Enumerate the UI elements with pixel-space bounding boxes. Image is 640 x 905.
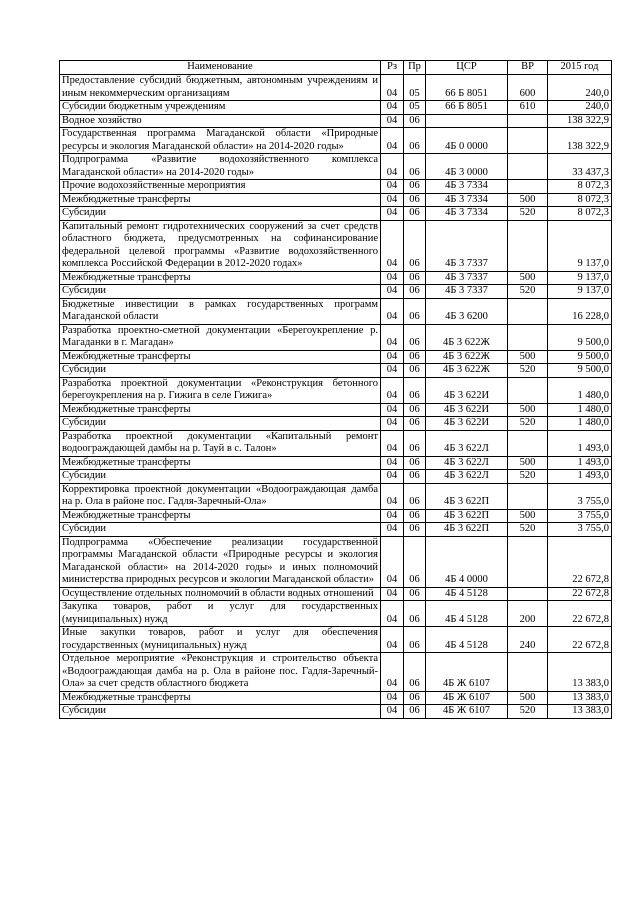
cell-pr: 06 bbox=[404, 705, 426, 719]
cell-name: Разработка проектно-сметной документации «Берегоукрепление р. Магаданки в г. Магадан» bbox=[60, 324, 381, 350]
cell-csr: 66 Б 8051 bbox=[426, 75, 508, 101]
table-row bbox=[60, 403, 612, 417]
cell-sum: 138 322,9 bbox=[548, 128, 612, 154]
cell-sum: 8 072,3 bbox=[548, 180, 612, 194]
cell-pr: 06 bbox=[404, 627, 426, 653]
cell-rz: 04 bbox=[381, 523, 404, 537]
cell-pr: 06 bbox=[404, 377, 426, 403]
cell-rz: 04 bbox=[381, 417, 404, 431]
cell-pr: 05 bbox=[404, 75, 426, 101]
cell-rz: 04 bbox=[381, 705, 404, 719]
cell-vr: 520 bbox=[508, 285, 548, 299]
column-header-name: Наименование bbox=[60, 61, 381, 75]
table-row bbox=[60, 627, 612, 653]
cell-vr: 520 bbox=[508, 207, 548, 221]
cell-sum: 1 480,0 bbox=[548, 377, 612, 403]
cell-name: Межбюджетные трансферты bbox=[60, 271, 381, 285]
cell-vr bbox=[508, 536, 548, 587]
table-row bbox=[60, 483, 612, 509]
table-row bbox=[60, 691, 612, 705]
cell-rz: 04 bbox=[381, 285, 404, 299]
cell-sum: 9 500,0 bbox=[548, 350, 612, 364]
cell-csr: 4Б 4 5128 bbox=[426, 587, 508, 601]
cell-csr: 4Б 4 0000 bbox=[426, 536, 508, 587]
cell-sum: 1 480,0 bbox=[548, 417, 612, 431]
cell-vr: 520 bbox=[508, 417, 548, 431]
cell-sum: 1 493,0 bbox=[548, 456, 612, 470]
cell-vr: 500 bbox=[508, 350, 548, 364]
cell-rz: 04 bbox=[381, 470, 404, 484]
cell-sum: 240,0 bbox=[548, 75, 612, 101]
cell-csr: 4Б 3 622И bbox=[426, 403, 508, 417]
cell-pr: 06 bbox=[404, 456, 426, 470]
table-row bbox=[60, 523, 612, 537]
cell-csr: 4Б 3 622Ж bbox=[426, 350, 508, 364]
cell-vr bbox=[508, 114, 548, 128]
table-row bbox=[60, 536, 612, 587]
cell-name: Субсидии bbox=[60, 285, 381, 299]
cell-csr: 4Б 3 622П bbox=[426, 523, 508, 537]
budget-table bbox=[59, 60, 612, 719]
cell-rz: 04 bbox=[381, 653, 404, 692]
cell-csr: 4Б Ж 6107 bbox=[426, 653, 508, 692]
cell-name: Субсидии бюджетным учреждениям bbox=[60, 101, 381, 115]
cell-vr bbox=[508, 483, 548, 509]
cell-pr: 06 bbox=[404, 350, 426, 364]
cell-pr: 05 bbox=[404, 101, 426, 115]
table-row bbox=[60, 470, 612, 484]
cell-csr: 4Б 3 622Л bbox=[426, 430, 508, 456]
cell-csr: 4Б 3 0000 bbox=[426, 154, 508, 180]
cell-csr: 4Б 3 7334 bbox=[426, 193, 508, 207]
cell-pr: 06 bbox=[404, 470, 426, 484]
cell-rz: 04 bbox=[381, 377, 404, 403]
cell-csr: 4Б 3 622П bbox=[426, 509, 508, 523]
cell-vr: 500 bbox=[508, 456, 548, 470]
cell-name: Подпрограмма «Обеспечение реализации государственной программы Магаданской области «Природные ресурсы и экология Магаданской области» на 2014-2020 годы» и иных полномочий министерства природных ресурсов и экологии Магаданской области» bbox=[60, 536, 381, 587]
cell-pr: 06 bbox=[404, 483, 426, 509]
cell-sum: 1 480,0 bbox=[548, 403, 612, 417]
cell-sum: 13 383,0 bbox=[548, 691, 612, 705]
cell-name: Субсидии bbox=[60, 470, 381, 484]
cell-sum: 3 755,0 bbox=[548, 509, 612, 523]
cell-rz: 04 bbox=[381, 180, 404, 194]
table-body bbox=[60, 75, 612, 719]
cell-sum: 22 672,8 bbox=[548, 601, 612, 627]
cell-vr: 600 bbox=[508, 75, 548, 101]
cell-name: Субсидии bbox=[60, 207, 381, 221]
table-row bbox=[60, 285, 612, 299]
cell-sum: 13 383,0 bbox=[548, 653, 612, 692]
table-row bbox=[60, 324, 612, 350]
cell-pr: 06 bbox=[404, 430, 426, 456]
cell-name: Осуществление отдельных полномочий в области водных отношений bbox=[60, 587, 381, 601]
cell-sum: 3 755,0 bbox=[548, 523, 612, 537]
table-row bbox=[60, 653, 612, 692]
cell-sum: 22 672,8 bbox=[548, 587, 612, 601]
cell-csr: 4Б 3 622Ж bbox=[426, 324, 508, 350]
column-header-csr: ЦСР bbox=[426, 61, 508, 75]
cell-pr: 06 bbox=[404, 536, 426, 587]
cell-rz: 04 bbox=[381, 430, 404, 456]
cell-vr: 520 bbox=[508, 364, 548, 378]
table-row bbox=[60, 220, 612, 271]
cell-pr: 06 bbox=[404, 207, 426, 221]
cell-pr: 06 bbox=[404, 653, 426, 692]
document-page bbox=[59, 60, 611, 719]
cell-vr: 200 bbox=[508, 601, 548, 627]
table-row bbox=[60, 128, 612, 154]
table-row bbox=[60, 75, 612, 101]
cell-rz: 04 bbox=[381, 271, 404, 285]
cell-name: Государственная программа Магаданской области «Природные ресурсы и экология Магаданской области» на 2014-2020 годы» bbox=[60, 128, 381, 154]
cell-rz: 04 bbox=[381, 193, 404, 207]
cell-name: Субсидии bbox=[60, 705, 381, 719]
table-row bbox=[60, 180, 612, 194]
cell-vr bbox=[508, 128, 548, 154]
cell-sum: 16 228,0 bbox=[548, 298, 612, 324]
table-row bbox=[60, 601, 612, 627]
cell-name: Отдельное мероприятие «Реконструкция и строительство объекта «Водоограждающая дамба на р. Ола в районе пос. Гадля-Заречный-Ола» за счет средств областного бюджета bbox=[60, 653, 381, 692]
cell-sum: 13 383,0 bbox=[548, 705, 612, 719]
table-row bbox=[60, 298, 612, 324]
cell-csr: 4Б Ж 6107 bbox=[426, 691, 508, 705]
cell-name: Закупка товаров, работ и услуг для государственных (муниципальных) нужд bbox=[60, 601, 381, 627]
cell-rz: 04 bbox=[381, 128, 404, 154]
cell-rz: 04 bbox=[381, 601, 404, 627]
cell-pr: 06 bbox=[404, 364, 426, 378]
cell-pr: 06 bbox=[404, 523, 426, 537]
cell-pr: 06 bbox=[404, 691, 426, 705]
cell-name: Иные закупки товаров, работ и услуг для обеспечения государственных (муниципальных) нужд bbox=[60, 627, 381, 653]
table-row bbox=[60, 364, 612, 378]
cell-csr: 4Б 3 622И bbox=[426, 377, 508, 403]
cell-vr: 500 bbox=[508, 193, 548, 207]
column-header-pr: Пр bbox=[404, 61, 426, 75]
table-row bbox=[60, 509, 612, 523]
cell-csr bbox=[426, 114, 508, 128]
cell-rz: 04 bbox=[381, 691, 404, 705]
cell-rz: 04 bbox=[381, 220, 404, 271]
cell-name: Капитальный ремонт гидротехнических сооружений за счет средств областного бюджета, предусмотренных на софинансирование федеральной целевой программы «Развитие водохозяйственного комплекса Российской Федерации в 2012-2020 годах» bbox=[60, 220, 381, 271]
cell-vr: 500 bbox=[508, 691, 548, 705]
cell-sum: 1 493,0 bbox=[548, 470, 612, 484]
cell-name: Прочие водохозяйственные мероприятия bbox=[60, 180, 381, 194]
cell-sum: 3 755,0 bbox=[548, 483, 612, 509]
cell-csr: 4Б 3 622Ж bbox=[426, 364, 508, 378]
cell-rz: 04 bbox=[381, 324, 404, 350]
cell-sum: 8 072,3 bbox=[548, 207, 612, 221]
table-row bbox=[60, 271, 612, 285]
cell-rz: 04 bbox=[381, 536, 404, 587]
cell-pr: 06 bbox=[404, 601, 426, 627]
table-header-row bbox=[60, 61, 612, 75]
cell-vr bbox=[508, 587, 548, 601]
cell-name: Субсидии bbox=[60, 364, 381, 378]
cell-vr bbox=[508, 154, 548, 180]
cell-sum: 22 672,8 bbox=[548, 536, 612, 587]
table-row bbox=[60, 154, 612, 180]
cell-rz: 04 bbox=[381, 587, 404, 601]
table-row bbox=[60, 101, 612, 115]
cell-pr: 06 bbox=[404, 193, 426, 207]
cell-name: Подпрограмма «Развитие водохозяйственного комплекса Магаданской области» на 2014-2020 годы» bbox=[60, 154, 381, 180]
cell-csr: 4Б 3 7337 bbox=[426, 285, 508, 299]
cell-pr: 06 bbox=[404, 271, 426, 285]
cell-pr: 06 bbox=[404, 180, 426, 194]
cell-vr bbox=[508, 180, 548, 194]
cell-csr: 4Б 3 6200 bbox=[426, 298, 508, 324]
cell-pr: 06 bbox=[404, 220, 426, 271]
cell-sum: 22 672,8 bbox=[548, 627, 612, 653]
cell-name: Межбюджетные трансферты bbox=[60, 456, 381, 470]
cell-rz: 04 bbox=[381, 509, 404, 523]
cell-csr: 4Б 3 622Л bbox=[426, 470, 508, 484]
cell-rz: 04 bbox=[381, 350, 404, 364]
cell-csr: 4Б 0 0000 bbox=[426, 128, 508, 154]
cell-vr bbox=[508, 298, 548, 324]
cell-csr: 4Б 3 7337 bbox=[426, 220, 508, 271]
cell-csr: 4Б 3 622П bbox=[426, 483, 508, 509]
column-header-vr: ВР bbox=[508, 61, 548, 75]
cell-vr: 500 bbox=[508, 403, 548, 417]
cell-sum: 1 493,0 bbox=[548, 430, 612, 456]
cell-sum: 33 437,3 bbox=[548, 154, 612, 180]
cell-sum: 9 500,0 bbox=[548, 364, 612, 378]
cell-csr: 4Б 4 5128 bbox=[426, 627, 508, 653]
cell-vr: 500 bbox=[508, 509, 548, 523]
cell-csr: 66 Б 8051 bbox=[426, 101, 508, 115]
cell-sum: 8 072,3 bbox=[548, 193, 612, 207]
cell-sum: 138 322,9 bbox=[548, 114, 612, 128]
table-row bbox=[60, 456, 612, 470]
cell-name: Межбюджетные трансферты bbox=[60, 193, 381, 207]
cell-vr: 520 bbox=[508, 705, 548, 719]
cell-csr: 4Б Ж 6107 bbox=[426, 705, 508, 719]
table-row bbox=[60, 417, 612, 431]
cell-vr bbox=[508, 653, 548, 692]
cell-vr: 500 bbox=[508, 271, 548, 285]
cell-pr: 06 bbox=[404, 417, 426, 431]
cell-rz: 04 bbox=[381, 483, 404, 509]
cell-pr: 06 bbox=[404, 587, 426, 601]
cell-name: Межбюджетные трансферты bbox=[60, 509, 381, 523]
cell-csr: 4Б 3 622И bbox=[426, 417, 508, 431]
cell-name: Разработка проектной документации «Капитальный ремонт водоограждающей дамбы на р. Тауй в с. Талон» bbox=[60, 430, 381, 456]
cell-rz: 04 bbox=[381, 403, 404, 417]
cell-name: Субсидии bbox=[60, 417, 381, 431]
cell-pr: 06 bbox=[404, 324, 426, 350]
cell-vr: 610 bbox=[508, 101, 548, 115]
cell-rz: 04 bbox=[381, 114, 404, 128]
cell-name: Бюджетные инвестиции в рамках государственных программ Магаданской области bbox=[60, 298, 381, 324]
cell-sum: 240,0 bbox=[548, 101, 612, 115]
cell-vr bbox=[508, 377, 548, 403]
cell-vr bbox=[508, 430, 548, 456]
cell-csr: 4Б 4 5128 bbox=[426, 601, 508, 627]
cell-pr: 06 bbox=[404, 509, 426, 523]
cell-name: Межбюджетные трансферты bbox=[60, 403, 381, 417]
table-row bbox=[60, 587, 612, 601]
cell-csr: 4Б 3 7337 bbox=[426, 271, 508, 285]
cell-pr: 06 bbox=[404, 154, 426, 180]
cell-pr: 06 bbox=[404, 128, 426, 154]
cell-rz: 04 bbox=[381, 627, 404, 653]
cell-pr: 06 bbox=[404, 114, 426, 128]
table-row bbox=[60, 114, 612, 128]
cell-rz: 04 bbox=[381, 75, 404, 101]
cell-name: Межбюджетные трансферты bbox=[60, 350, 381, 364]
cell-name: Межбюджетные трансферты bbox=[60, 691, 381, 705]
cell-vr: 240 bbox=[508, 627, 548, 653]
cell-sum: 9 137,0 bbox=[548, 285, 612, 299]
cell-name: Водное хозяйство bbox=[60, 114, 381, 128]
table-row bbox=[60, 193, 612, 207]
cell-sum: 9 137,0 bbox=[548, 271, 612, 285]
cell-vr bbox=[508, 220, 548, 271]
cell-name: Субсидии bbox=[60, 523, 381, 537]
cell-name: Разработка проектной документации «Реконструкция бетонного берегоукрепления на р. Гижига в селе Гижига» bbox=[60, 377, 381, 403]
cell-rz: 04 bbox=[381, 364, 404, 378]
table-row bbox=[60, 705, 612, 719]
table-row bbox=[60, 207, 612, 221]
column-header-year: 2015 год bbox=[548, 61, 612, 75]
cell-vr: 520 bbox=[508, 470, 548, 484]
cell-name: Предоставление субсидий бюджетным, автономным учреждениям и иным некоммерческим организациям bbox=[60, 75, 381, 101]
cell-csr: 4Б 3 7334 bbox=[426, 180, 508, 194]
cell-pr: 06 bbox=[404, 403, 426, 417]
cell-csr: 4Б 3 622Л bbox=[426, 456, 508, 470]
cell-rz: 04 bbox=[381, 101, 404, 115]
cell-csr: 4Б 3 7334 bbox=[426, 207, 508, 221]
cell-sum: 9 137,0 bbox=[548, 220, 612, 271]
cell-vr bbox=[508, 324, 548, 350]
cell-rz: 04 bbox=[381, 154, 404, 180]
cell-pr: 06 bbox=[404, 298, 426, 324]
table-row bbox=[60, 377, 612, 403]
cell-vr: 520 bbox=[508, 523, 548, 537]
cell-rz: 04 bbox=[381, 456, 404, 470]
cell-pr: 06 bbox=[404, 285, 426, 299]
table-row bbox=[60, 430, 612, 456]
column-header-rz: Рз bbox=[381, 61, 404, 75]
cell-name: Корректировка проектной документации «Водоограждающая дамба на р. Ола в районе пос. Гадля-Заречный-Ола» bbox=[60, 483, 381, 509]
cell-rz: 04 bbox=[381, 298, 404, 324]
cell-sum: 9 500,0 bbox=[548, 324, 612, 350]
cell-rz: 04 bbox=[381, 207, 404, 221]
table-row bbox=[60, 350, 612, 364]
